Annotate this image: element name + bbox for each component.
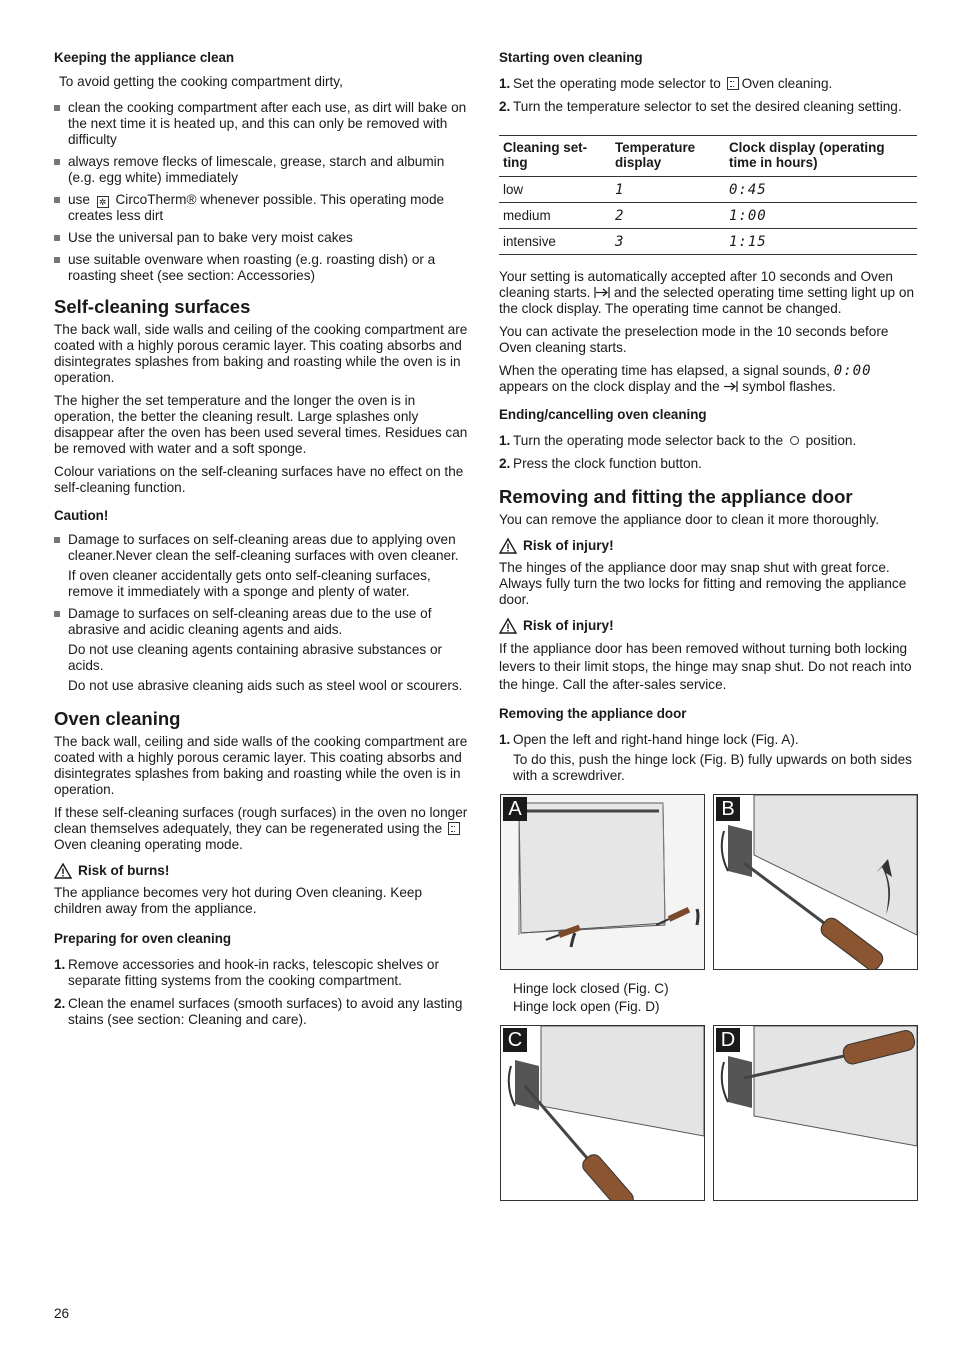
ending-steps [499, 433, 917, 472]
list-item: 2. Turn the temperature selector to set the desired cleaning setting. [499, 99, 902, 114]
self-cleaning-p1: The back wall, side walls and ceiling of the cooking compartment are coated with a highly porous ceramic layer. This coating absorbs and disintegrates splashes from baking and roasting while the oven is in operation. [54, 322, 468, 385]
hinge-closed-illustration [501, 1026, 704, 1200]
caution-item-text: Damage to surfaces on self-cleaning areas due to applying oven cleaner.Never clean the self-cleaning surfaces with oven cleaner. [68, 532, 459, 563]
step-text: Turn the temperature selector to set the desired cleaning setting. [513, 99, 902, 114]
list-item: clean the cooking compartment after each use, as dirt will bake on the next time it is heated up, and this can only be removed with difficulty [54, 100, 470, 148]
figure-label: B [716, 797, 740, 821]
removing-steps [499, 732, 917, 784]
keeping-intro: To avoid getting the cooking compartment dirty, [59, 74, 343, 89]
oven-cleaning-heading: Oven cleaning [54, 708, 181, 729]
oven-cleaning-p1: The back wall, ceiling and side walls of the cooking compartment are coated with a highly porous ceramic layer. This coating absorbs and disintegrates splashes from baking and roasting while the oven is in operation. [54, 734, 468, 797]
warning-triangle-icon [499, 538, 517, 554]
column-header: Cleaning set-ting [499, 136, 611, 177]
text: appears on the clock display and the [499, 379, 720, 394]
hinge-open-illustration [714, 1026, 917, 1200]
caption-fig-c: Hinge lock closed (Fig. C) [513, 981, 669, 996]
after-table-p2: You can activate the preselection mode in the 10 seconds before Oven cleaning starts. [499, 324, 889, 355]
list-item [54, 192, 470, 224]
ending-heading: Ending/cancelling oven cleaning [499, 407, 707, 422]
list-item: 1. Remove accessories and hook-in racks, telescopic shelves or separate fitting systems from the cooking compartment. [54, 957, 439, 988]
list-item: 2. Press the clock function button. [499, 456, 702, 471]
cell-setting: medium [499, 203, 611, 229]
caution-item-text: Damage to surfaces on self-cleaning areas due to the use of abrasive and acidic cleaning agents and aids. [68, 606, 432, 637]
table-row [499, 203, 917, 229]
injury-warning-heading [499, 618, 917, 634]
step-text: Clean the enamel surfaces (smooth surfaces) to avoid any lasting stains (see section: Cleaning and care). [68, 996, 463, 1027]
p2-text-a: If these self-cleaning surfaces (rough surfaces) in the oven no longer clean themselves adequately, they can be regenerated using the [54, 805, 468, 836]
figure-a [500, 794, 705, 970]
warning-triangle-icon [499, 618, 517, 634]
figure-label: A [503, 797, 527, 821]
p2-text-b: Oven cleaning operating mode. [54, 837, 243, 852]
warning-triangle-icon [54, 863, 72, 879]
oven-cleaning-mode-icon [727, 77, 739, 90]
column-header: Temperature display [611, 136, 725, 177]
keeping-heading: Keeping the appliance clean [54, 50, 235, 65]
text: When the operating time has elapsed, a signal sounds, [499, 363, 830, 378]
cell-clock-display: 1:15 [725, 229, 917, 255]
oven-door-illustration [501, 795, 704, 969]
item-prefix: use [68, 192, 90, 207]
list-item: Use the universal pan to bake very moist cakes [54, 230, 470, 246]
door-intro: You can remove the appliance door to clean it more thoroughly. [499, 512, 880, 527]
right-column [499, 50, 917, 1201]
self-cleaning-p2: The higher the set temperature and the longer the oven is in operation, the better the cleaning result. Large splashes only disappear after the oven has been used several times. Residues can be removed with water and a soft sponge. [54, 393, 468, 456]
injury-warning-heading [499, 538, 917, 554]
end-arrow-icon [723, 381, 738, 392]
circotherm-icon: ✲ [97, 196, 109, 208]
warning-title: Risk of injury! [523, 618, 614, 633]
caution-item-sub: If oven cleaner accidentally gets onto self-cleaning surfaces, remove it immediately with a sponge and plenty of water. [68, 568, 431, 599]
cell-setting: intensive [499, 229, 611, 255]
left-column [54, 50, 470, 1035]
caution-item-sub: Do not use abrasive cleaning aids such as steel wool or scourers. [68, 678, 463, 693]
caption-fig-d: Hinge lock open (Fig. D) [513, 999, 660, 1014]
figure-c [500, 1025, 705, 1201]
caution-list [54, 532, 470, 694]
table-row [499, 177, 917, 203]
figures-ab [499, 794, 917, 970]
off-position-icon [790, 436, 799, 445]
figure-label: D [716, 1028, 740, 1052]
list-item: always remove flecks of limescale, grease, starch and albumin (e.g. egg white) immediately [54, 154, 470, 186]
list-item: 2. Clean the enamel surfaces (smooth surfaces) to avoid any lasting stains (see section: Cleaning and care). [54, 996, 463, 1027]
hinge-screwdriver-illustration [714, 795, 917, 969]
column-header: Clock display (operating time in hours) [725, 136, 917, 177]
injury-warning-text: If the appliance door has been removed without turning both locking levers to their limit stops, the hinge may snap shut. Do not reach into the hinge. Call the after-sales service. [499, 641, 912, 692]
table-row [499, 229, 917, 255]
caution-item-sub: Do not use cleaning agents containing abrasive substances or acids. [68, 642, 443, 673]
starting-heading: Starting oven cleaning [499, 50, 643, 65]
burns-warning-text: The appliance becomes very hot during Oven cleaning. Keep children away from the appliance. [54, 885, 423, 916]
step-text: position. [805, 433, 857, 448]
figure-d [713, 1025, 918, 1201]
cleaning-settings-table [499, 135, 917, 255]
cell-clock-display: 0:45 [725, 177, 917, 203]
injury-warning-text: The hinges of the appliance door may snap shut with great force. Always fully turn the two locks for fitting and removing the appliance door. [499, 560, 907, 607]
list-item: use suitable ovenware when roasting (e.g. roasting dish) or a roasting sheet (see section: Accessories) [54, 252, 470, 284]
removing-heading: Removing the appliance door [499, 706, 687, 721]
after-table-p1 [499, 269, 917, 317]
oven-cleaning-mode-icon [448, 822, 460, 835]
table-header-row [499, 136, 917, 177]
cell-temp-display: 3 [611, 229, 725, 255]
door-heading: Removing and fitting the appliance door [499, 486, 853, 507]
start-arrow-icon [594, 287, 610, 298]
step-text: Set the operating mode selector to [513, 76, 721, 91]
step-text: Remove accessories and hook-in racks, telescopic shelves or separate fitting systems from the cooking compartment. [68, 957, 439, 988]
step-text: Oven cleaning. [741, 76, 833, 91]
cell-temp-display: 2 [611, 203, 725, 229]
warning-title: Risk of injury! [523, 538, 614, 553]
figures-cd [499, 1025, 917, 1201]
text: symbol flashes. [742, 379, 836, 394]
after-table-p3 [499, 363, 917, 395]
list-item: 1. Set the operating mode selector to Oven cleaning. [499, 76, 833, 91]
self-cleaning-p3: Colour variations on the self-cleaning surfaces have no effect on the self-cleaning function. [54, 464, 464, 495]
cell-clock-display: 1:00 [725, 203, 917, 229]
step-text: Open the left and right-hand hinge lock (Fig. A). [513, 732, 799, 747]
cell-setting: low [499, 177, 611, 203]
burns-warning-heading [54, 863, 470, 879]
step-text: Turn the operating mode selector back to the [513, 433, 784, 448]
step-sub: To do this, push the hinge lock (Fig. B) fully upwards on both sides with a screwdriver. [513, 752, 912, 783]
warning-title: Risk of burns! [78, 863, 170, 878]
caution-heading: Caution! [54, 508, 109, 523]
text: Your setting is automatically accepted after 10 seconds and Oven cleaning starts. [499, 269, 893, 300]
clock-display-value: 0:00 [833, 363, 872, 379]
oven-cleaning-p2 [54, 805, 470, 853]
figure-label: C [503, 1028, 527, 1052]
page-number: 26 [54, 1306, 70, 1321]
list-item [54, 606, 470, 694]
keeping-list [54, 100, 470, 284]
text: and the selected operating time setting light up on the clock display. The operating time cannot be changed. [499, 285, 915, 316]
figure-b [713, 794, 918, 970]
list-item: 1. Open the left and right-hand hinge lock (Fig. A). To do this, push the hinge lock (Fig. B) fully upwards on both sides with a screwdriver. [499, 732, 917, 784]
list-item: 1. Turn the operating mode selector back to the position. [499, 433, 857, 448]
preparing-heading: Preparing for oven cleaning [54, 931, 232, 946]
preparing-steps [54, 957, 470, 1028]
self-cleaning-heading: Self-cleaning surfaces [54, 296, 251, 317]
cell-temp-display: 1 [611, 177, 725, 203]
item-text: CircoTherm® whenever possible. This operating mode creates less dirt [68, 192, 445, 223]
starting-steps [499, 76, 917, 115]
list-item [54, 532, 470, 600]
step-text: Press the clock function button. [513, 456, 702, 471]
